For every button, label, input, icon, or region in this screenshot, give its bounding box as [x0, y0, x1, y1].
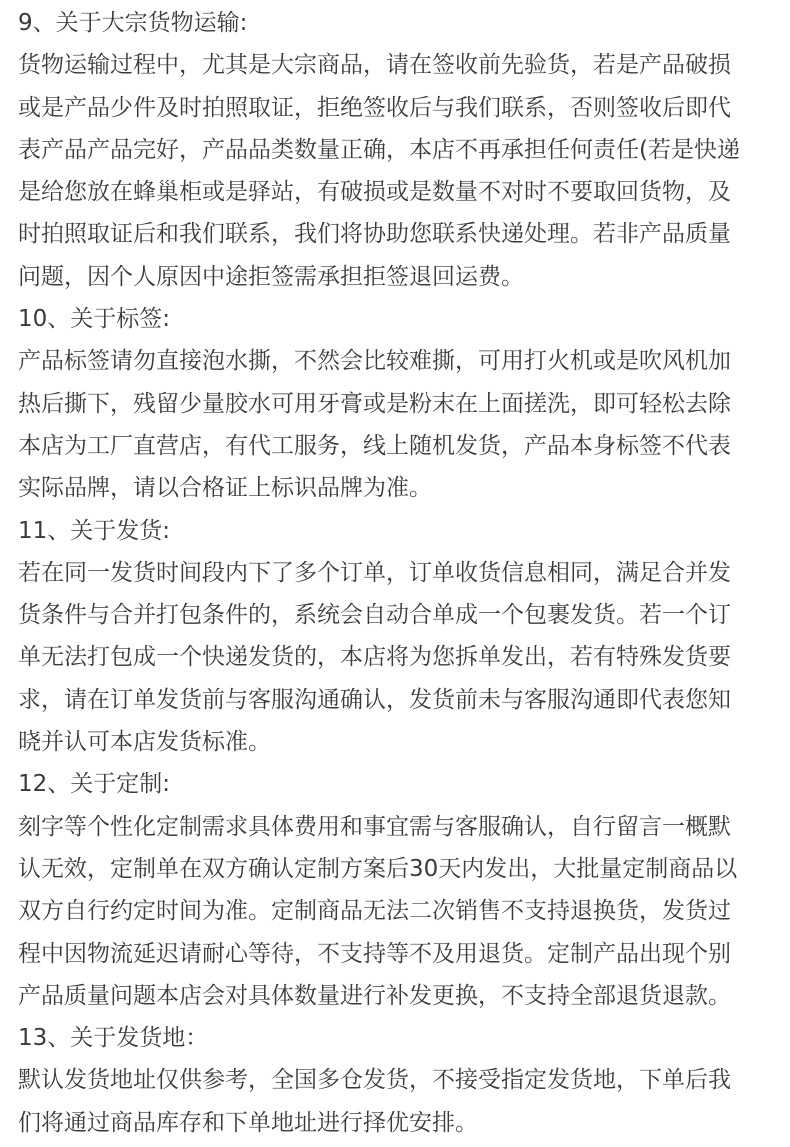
- paragraph-line: 货物运输过程中，尤其是大宗商品，请在签收前先验货，若是产品破损: [18, 52, 731, 79]
- paragraph-line: 认无效，定制单在双方确认定制方案后30天内发出，大批量定制商品以: [18, 855, 738, 882]
- section-heading: 12、关于定制:: [18, 771, 171, 798]
- paragraph-line: 或是产品少件及时拍照取证，拒绝签收后与我们联系，否则签收后即代: [18, 94, 731, 121]
- paragraph-line: 刻字等个性化定制需求具体费用和事宜需与客服确认，自行留言一概默: [18, 813, 731, 840]
- section-heading: 13、关于发货地：: [18, 1025, 209, 1052]
- paragraph-line: 产品标签请勿直接泡水撕，不然会比较难撕，可用打火机或是吹风机加: [18, 348, 731, 375]
- paragraph-line: 双方自行约定时间为准。定制商品无法二次销售不支持退换货，发货过: [18, 898, 731, 925]
- paragraph-line: 程中因物流延迟请耐心等待，不支持等不及用退货。定制产品出现个别: [18, 940, 731, 967]
- paragraph-line: 产品质量问题本店会对具体数量进行补发更换，不支持全部退货退款。: [18, 982, 731, 1009]
- section-heading: 10、关于标签:: [18, 306, 171, 333]
- section-ship-from: [18, 1017, 786, 1144]
- section-bulk-shipping: [18, 2, 786, 298]
- paragraph-line: 本店为工厂直营店，有代工服务，线上随机发货，产品本身标签不代表: [18, 432, 731, 459]
- section-heading: 9、关于大宗货物运输:: [18, 10, 248, 36]
- paragraph-line: 是给您放在蜂巢柜或是驿站，有破损或是数量不对时不要取回货物，及: [18, 179, 731, 206]
- paragraph-line: 货条件与合并打包条件的，系统会自动合单成一个包裹发货。若一个订: [18, 602, 731, 629]
- section-heading: 11、关于发货:: [18, 517, 171, 544]
- paragraph-line: 晓并认可本店发货标准。: [18, 729, 271, 756]
- section-customization: [18, 763, 786, 1017]
- paragraph-line: 单无法打包成一个快递发货的，本店将为您拆单发出，若有特殊发货要: [18, 644, 731, 671]
- paragraph-line: 若在同一发货时间段内下了多个订单，订单收货信息相同，满足合并发: [18, 559, 731, 586]
- paragraph-line: 时拍照取证后和我们联系，我们将协助您联系快递处理。若非产品质量: [18, 221, 731, 248]
- paragraph-line: 实际品牌，请以合格证上标识品牌为准。: [18, 475, 432, 502]
- paragraph-line: 求，请在订单发货前与客服沟通确认，发货前未与客服沟通即代表您知: [18, 686, 731, 713]
- section-labels: [18, 298, 786, 509]
- paragraph-line: 问题，因个人原因中途拒签需承担拒签退回运费。: [18, 263, 524, 290]
- paragraph-line: 表产品产品完好，产品品类数量正确，本店不再承担任何责任(若是快递: [18, 136, 740, 163]
- policy-document: [18, 0, 786, 1144]
- paragraph-line: 默认发货地址仅供参考，全国多仓发货，不接受指定发货地，下单后我: [18, 1067, 731, 1094]
- paragraph-line: 们将通过商品库存和下单地址进行择优安排。: [18, 1109, 478, 1136]
- paragraph-line: 热后撕下，残留少量胶水可用牙膏或是粉末在上面搓洗，即可轻松去除: [18, 390, 731, 417]
- section-shipping: [18, 510, 786, 764]
